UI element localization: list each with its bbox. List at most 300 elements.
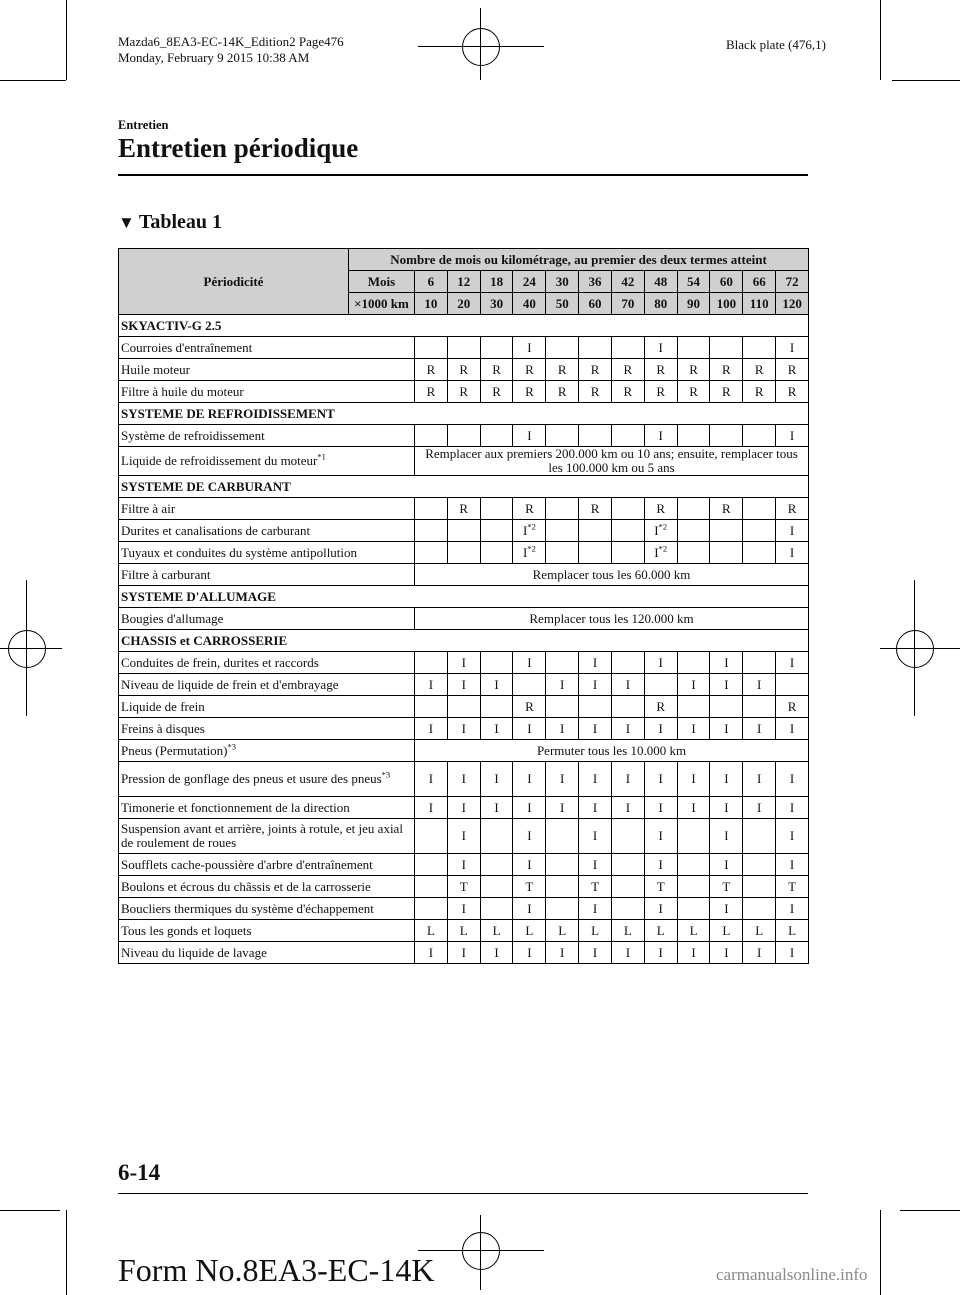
schedule-cell xyxy=(611,876,644,898)
schedule-cell xyxy=(415,718,448,740)
schedule-value: R xyxy=(787,698,797,714)
schedule-cell xyxy=(546,942,579,964)
schedule-cell xyxy=(776,942,809,964)
schedule-cell xyxy=(480,359,513,381)
crop-mark xyxy=(66,1210,67,1295)
schedule-cell xyxy=(611,854,644,876)
table-heading-text: Tableau 1 xyxy=(138,211,223,233)
schedule-cell xyxy=(480,520,513,542)
schedule-cell xyxy=(644,696,677,718)
month-header-cell: 6 xyxy=(415,271,448,293)
schedule-value: I xyxy=(658,654,663,670)
item-label-cell xyxy=(119,674,415,696)
table-header-row xyxy=(119,249,809,271)
schedule-cell xyxy=(513,381,546,403)
schedule-cell xyxy=(513,674,546,696)
registration-mark-icon xyxy=(896,630,934,668)
table-row xyxy=(119,797,809,819)
footnote-ref: *1 xyxy=(317,451,326,462)
schedule-value: I xyxy=(560,944,565,960)
item-label: Pression de gonflage des pneus et usure des pneus xyxy=(121,771,382,786)
item-label: Huile moteur xyxy=(121,361,190,377)
footnote-ref: *2 xyxy=(527,521,536,532)
schedule-cell xyxy=(480,819,513,854)
schedule-cell xyxy=(710,542,743,564)
section-row xyxy=(119,586,809,608)
schedule-value: I xyxy=(691,799,696,815)
schedule-value: R xyxy=(557,361,567,377)
schedule-cell xyxy=(546,797,579,819)
schedule-cell xyxy=(677,942,710,964)
footnote-ref: *2 xyxy=(527,543,536,554)
schedule-cell xyxy=(513,762,546,797)
schedule-cell xyxy=(677,718,710,740)
schedule-value: I xyxy=(560,771,565,786)
schedule-cell xyxy=(415,337,448,359)
schedule-cell xyxy=(546,381,579,403)
schedule-value: I xyxy=(691,720,696,736)
schedule-cell xyxy=(743,718,776,740)
item-label-cell xyxy=(119,520,415,542)
schedule-cell xyxy=(611,520,644,542)
item-label: Niveau du liquide de lavage xyxy=(121,944,267,960)
crop-mark xyxy=(0,80,66,81)
schedule-cell xyxy=(743,520,776,542)
schedule-value: I xyxy=(461,856,466,872)
schedule-cell xyxy=(644,942,677,964)
schedule-cell xyxy=(710,898,743,920)
schedule-cell xyxy=(776,381,809,403)
schedule-value: I xyxy=(789,720,795,736)
schedule-value: R xyxy=(557,383,567,399)
schedule-cell xyxy=(710,498,743,520)
schedule-cell xyxy=(776,898,809,920)
schedule-value: R xyxy=(459,500,469,516)
schedule-cell xyxy=(513,876,546,898)
section-label: SKYACTIV-G 2.5 xyxy=(119,315,809,337)
section-row xyxy=(119,315,809,337)
schedule-cell xyxy=(546,854,579,876)
span-note: Permuter tous les 10.000 km xyxy=(415,740,809,762)
schedule-value: T xyxy=(656,878,665,894)
schedule-value: I xyxy=(724,856,729,872)
schedule-cell xyxy=(677,920,710,942)
span-note: Remplacer aux premiers 200.000 km ou 10 ans; ensuite, remplacer tous les 100.000 km ou 5 ans xyxy=(415,447,809,476)
table-row xyxy=(119,564,809,586)
item-label-cell xyxy=(119,876,415,898)
section-label: SYSTEME DE REFROIDISSEMENT xyxy=(119,403,809,425)
schedule-cell xyxy=(415,942,448,964)
schedule-cell xyxy=(710,854,743,876)
item-label: Courroies d'entraînement xyxy=(121,339,253,355)
footnote-ref: *3 xyxy=(227,741,237,752)
schedule-cell xyxy=(611,797,644,819)
schedule-value: R xyxy=(623,383,633,399)
schedule-value: R xyxy=(459,383,469,399)
schedule-cell xyxy=(644,898,677,920)
schedule-cell xyxy=(415,498,448,520)
schedule-cell xyxy=(513,498,546,520)
schedule-value: I xyxy=(592,676,598,692)
item-label: Filtre à huile du moteur xyxy=(121,383,244,399)
schedule-value: R xyxy=(787,500,797,516)
print-info-date: Monday, February 9 2015 10:38 AM xyxy=(118,50,310,65)
schedule-cell xyxy=(513,898,546,920)
crop-mark xyxy=(66,0,67,80)
form-number: Form No.8EA3-EC-14K xyxy=(118,1252,435,1288)
schedule-cell xyxy=(644,718,677,740)
schedule-cell xyxy=(611,674,644,696)
schedule-cell xyxy=(644,920,677,942)
schedule-value: L xyxy=(656,922,665,938)
schedule-cell xyxy=(611,652,644,674)
schedule-cell xyxy=(611,762,644,797)
schedule-cell xyxy=(743,797,776,819)
schedule-cell xyxy=(579,674,612,696)
schedule-value: I xyxy=(527,900,532,916)
schedule-cell xyxy=(480,797,513,819)
schedule-cell xyxy=(776,542,809,564)
interval-header: Nombre de mois ou kilométrage, au premier des deux termes atteint xyxy=(349,249,809,271)
schedule-value: R xyxy=(754,383,764,399)
schedule-cell xyxy=(710,652,743,674)
schedule-cell xyxy=(710,797,743,819)
schedule-value: I xyxy=(789,544,795,560)
item-label-cell xyxy=(119,498,415,520)
schedule-value: I xyxy=(428,944,434,960)
schedule-cell xyxy=(579,898,612,920)
schedule-cell xyxy=(447,674,480,696)
schedule-cell xyxy=(579,797,612,819)
schedule-value: R xyxy=(426,383,436,399)
table-row xyxy=(119,718,809,740)
section-label: SYSTEME D'ALLUMAGE xyxy=(119,586,809,608)
schedule-value: I xyxy=(724,654,729,670)
schedule-value: I xyxy=(724,944,729,960)
schedule-value: I xyxy=(789,522,795,538)
km-header-cell: 110 xyxy=(743,293,776,315)
km-header-cell: 100 xyxy=(710,293,743,315)
month-header-cell: 60 xyxy=(710,271,743,293)
item-label-cell xyxy=(119,608,415,630)
schedule-cell xyxy=(546,359,579,381)
schedule-value: I xyxy=(560,676,565,692)
schedule-cell xyxy=(644,337,677,359)
schedule-cell xyxy=(415,854,448,876)
schedule-cell xyxy=(776,520,809,542)
schedule-cell xyxy=(776,674,809,696)
schedule-value: L xyxy=(591,922,600,938)
schedule-cell xyxy=(776,359,809,381)
schedule-cell xyxy=(710,920,743,942)
item-label: Système de refroidissement xyxy=(121,427,265,443)
schedule-value: I xyxy=(757,771,762,786)
schedule-cell xyxy=(480,425,513,447)
schedule-value: I xyxy=(789,654,795,670)
schedule-cell xyxy=(480,854,513,876)
km-header-cell: 60 xyxy=(579,293,612,315)
footnote-ref: *3 xyxy=(381,769,391,780)
schedule-value: I xyxy=(757,720,762,736)
schedule-value: I xyxy=(625,799,631,815)
schedule-cell xyxy=(710,337,743,359)
item-label: Soufflets cache-poussière d'arbre d'entraînement xyxy=(121,856,373,872)
item-label-cell xyxy=(119,381,415,403)
schedule-cell xyxy=(776,797,809,819)
months-label: Mois xyxy=(349,271,415,293)
schedule-value: L xyxy=(558,922,567,938)
schedule-cell xyxy=(710,762,743,797)
schedule-cell xyxy=(611,898,644,920)
schedule-cell xyxy=(743,498,776,520)
schedule-cell xyxy=(776,718,809,740)
schedule-value: R xyxy=(787,361,797,377)
schedule-cell xyxy=(415,381,448,403)
schedule-value: T xyxy=(591,878,600,894)
item-label-cell xyxy=(119,359,415,381)
schedule-value: L xyxy=(755,922,764,938)
schedule-cell xyxy=(677,520,710,542)
schedule-cell xyxy=(415,876,448,898)
schedule-value: R xyxy=(590,500,600,516)
schedule-cell xyxy=(644,854,677,876)
crop-mark xyxy=(880,0,881,80)
schedule-cell xyxy=(480,718,513,740)
schedule-value: I xyxy=(592,654,598,670)
schedule-value: I xyxy=(658,720,663,736)
schedule-cell xyxy=(677,425,710,447)
km-header-cell: 80 xyxy=(644,293,677,315)
table-row xyxy=(119,876,809,898)
schedule-cell xyxy=(611,920,644,942)
schedule-cell xyxy=(447,876,480,898)
schedule-cell xyxy=(579,337,612,359)
schedule-cell xyxy=(710,674,743,696)
schedule-value: I xyxy=(592,944,598,960)
schedule-value: I xyxy=(428,676,434,692)
schedule-value: R xyxy=(656,500,666,516)
schedule-value: I xyxy=(789,427,795,443)
schedule-value: I xyxy=(494,720,499,736)
crop-mark xyxy=(480,8,481,80)
schedule-value: I xyxy=(592,771,598,786)
footnote-ref: *2 xyxy=(658,521,668,532)
schedule-value: I xyxy=(691,676,696,692)
schedule-cell xyxy=(776,854,809,876)
schedule-value: I xyxy=(789,856,795,872)
schedule-cell xyxy=(579,876,612,898)
crop-mark xyxy=(880,1210,881,1295)
schedule-cell xyxy=(480,920,513,942)
schedule-value: I xyxy=(428,799,434,815)
table-row xyxy=(119,854,809,876)
page-title: Entretien périodique xyxy=(118,133,359,163)
schedule-cell xyxy=(710,876,743,898)
schedule-cell xyxy=(776,652,809,674)
schedule-cell xyxy=(447,652,480,674)
schedule-cell xyxy=(480,381,513,403)
crop-mark xyxy=(480,1215,481,1290)
schedule-cell xyxy=(415,898,448,920)
schedule-value: R xyxy=(525,361,534,377)
schedule-value: R xyxy=(590,383,600,399)
schedule-cell xyxy=(611,381,644,403)
item-label: Tuyaux et conduites du système antipollution xyxy=(121,544,358,560)
schedule-cell xyxy=(776,819,809,854)
section-row xyxy=(119,403,809,425)
schedule-cell xyxy=(513,718,546,740)
schedule-value: R xyxy=(426,361,436,377)
schedule-cell xyxy=(447,498,480,520)
schedule-cell xyxy=(644,425,677,447)
schedule-cell xyxy=(513,854,546,876)
schedule-value: T xyxy=(722,878,731,894)
km-header-cell: 40 xyxy=(513,293,546,315)
schedule-cell xyxy=(546,696,579,718)
maintenance-schedule-table xyxy=(118,248,809,964)
schedule-cell xyxy=(743,425,776,447)
schedule-cell xyxy=(743,876,776,898)
schedule-value: I xyxy=(757,799,762,815)
span-note: Remplacer tous les 120.000 km xyxy=(415,608,809,630)
schedule-cell xyxy=(776,498,809,520)
table-row xyxy=(119,696,809,718)
month-header-cell: 24 xyxy=(513,271,546,293)
table-row xyxy=(119,652,809,674)
km-label: ×1000 km xyxy=(349,293,415,315)
schedule-cell xyxy=(546,425,579,447)
schedule-cell xyxy=(447,920,480,942)
schedule-cell xyxy=(447,381,480,403)
item-label-cell xyxy=(119,652,415,674)
schedule-value: I xyxy=(527,799,532,815)
schedule-value: I xyxy=(724,771,729,786)
schedule-cell xyxy=(710,718,743,740)
table-row xyxy=(119,381,809,403)
table-heading xyxy=(118,211,222,234)
schedule-value: I xyxy=(691,944,696,960)
schedule-value: I xyxy=(592,799,598,815)
table-row xyxy=(119,520,809,542)
schedule-value: R xyxy=(656,698,666,714)
schedule-value: I xyxy=(560,720,565,736)
month-header-cell: 66 xyxy=(743,271,776,293)
schedule-cell xyxy=(447,520,480,542)
plate-label: Black plate (476,1) xyxy=(726,37,826,52)
schedule-value: L xyxy=(525,922,534,938)
schedule-cell xyxy=(480,652,513,674)
schedule-value: R xyxy=(525,500,534,516)
schedule-cell xyxy=(644,520,677,542)
schedule-cell xyxy=(480,762,513,797)
item-label-cell xyxy=(119,718,415,740)
item-label: Filtre à air xyxy=(121,500,176,516)
schedule-value: I xyxy=(461,900,466,916)
schedule-value: I xyxy=(527,654,532,670)
item-label: Conduites de frein, durites et raccords xyxy=(121,654,319,670)
registration-mark-icon xyxy=(462,28,500,66)
schedule-value: I xyxy=(658,427,663,443)
schedule-value: I xyxy=(658,339,663,355)
schedule-value: R xyxy=(754,361,764,377)
schedule-value: I xyxy=(654,522,659,538)
km-header-cell: 90 xyxy=(677,293,710,315)
schedule-value: T xyxy=(525,878,534,894)
schedule-cell xyxy=(513,359,546,381)
schedule-value: I xyxy=(527,856,532,872)
schedule-cell xyxy=(710,696,743,718)
crop-mark xyxy=(880,648,960,649)
crop-mark xyxy=(0,1210,60,1211)
schedule-value: I xyxy=(428,771,434,786)
schedule-value: I xyxy=(461,720,466,736)
schedule-cell xyxy=(611,359,644,381)
print-info-file: Mazda6_8EA3-EC-14K_Edition2 Page476 xyxy=(118,34,344,49)
table-row xyxy=(119,447,809,476)
schedule-cell xyxy=(611,425,644,447)
schedule-cell xyxy=(579,359,612,381)
registration-mark-icon xyxy=(462,1232,500,1270)
schedule-cell xyxy=(743,542,776,564)
schedule-value: I xyxy=(654,544,659,560)
schedule-cell xyxy=(677,876,710,898)
section-label: SYSTEME DE CARBURANT xyxy=(119,476,809,498)
schedule-value: I xyxy=(527,771,532,786)
schedule-cell xyxy=(677,498,710,520)
schedule-cell xyxy=(743,920,776,942)
schedule-cell xyxy=(546,819,579,854)
schedule-cell xyxy=(447,854,480,876)
schedule-value: R xyxy=(492,361,501,377)
month-header-cell: 54 xyxy=(677,271,710,293)
schedule-cell xyxy=(776,696,809,718)
schedule-value: R xyxy=(689,383,698,399)
schedule-value: R xyxy=(525,383,534,399)
schedule-cell xyxy=(579,520,612,542)
item-label-cell xyxy=(119,425,415,447)
km-header-cell: 30 xyxy=(480,293,513,315)
item-label: Tous les gonds et loquets xyxy=(121,922,252,938)
schedule-value: R xyxy=(656,383,666,399)
schedule-value: I xyxy=(527,944,532,960)
schedule-value: I xyxy=(494,771,499,786)
schedule-cell xyxy=(644,797,677,819)
schedule-cell xyxy=(480,498,513,520)
schedule-cell xyxy=(743,381,776,403)
schedule-value: I xyxy=(527,828,532,843)
schedule-cell xyxy=(447,696,480,718)
schedule-cell xyxy=(513,696,546,718)
schedule-cell xyxy=(677,674,710,696)
schedule-cell xyxy=(644,498,677,520)
schedule-cell xyxy=(611,819,644,854)
schedule-value: R xyxy=(590,361,600,377)
section-label: CHASSIS et CARROSSERIE xyxy=(119,630,809,652)
schedule-cell xyxy=(415,819,448,854)
schedule-cell xyxy=(743,942,776,964)
schedule-value: T xyxy=(788,878,797,894)
item-label: Suspension avant et arrière, joints à rotule, et jeu axial de roulement de roues xyxy=(121,821,403,850)
schedule-cell xyxy=(546,542,579,564)
schedule-cell xyxy=(677,381,710,403)
schedule-cell xyxy=(579,498,612,520)
schedule-cell xyxy=(743,652,776,674)
item-label-cell xyxy=(119,696,415,718)
schedule-cell xyxy=(415,652,448,674)
item-label-cell xyxy=(119,898,415,920)
schedule-value: L xyxy=(623,922,632,938)
schedule-cell xyxy=(710,819,743,854)
